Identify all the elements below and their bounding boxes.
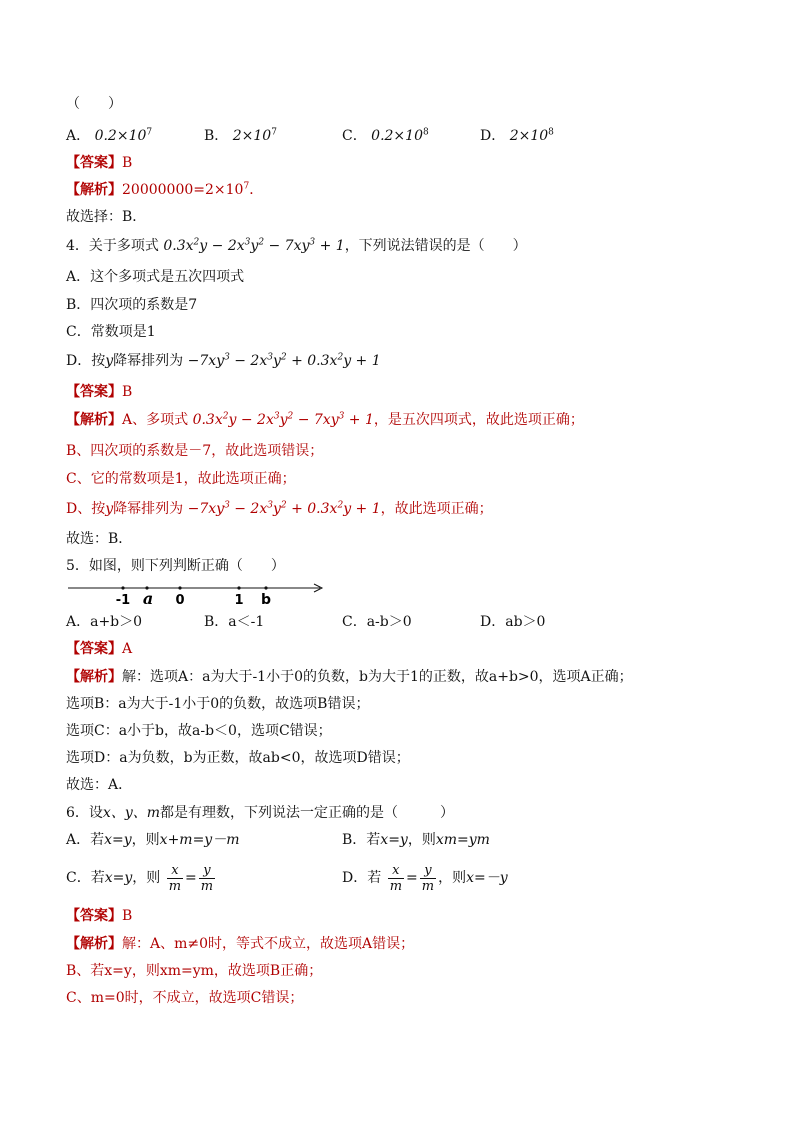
q4-option-d-var: y — [105, 353, 114, 369]
q4-option-b: B．四次项的系数是7 — [66, 297, 198, 313]
q6-option-d-label: D．若 — [342, 870, 382, 886]
q3-paren: （ ） — [66, 96, 122, 112]
q4-an4-prefix: D、按 — [66, 501, 106, 517]
q3-option-a-label: A． — [66, 128, 91, 144]
q3-analysis-end: ． — [249, 182, 264, 198]
q6-option-b — [342, 830, 490, 850]
q3-option-b — [204, 126, 277, 146]
answer-tag: 【答案】 — [66, 384, 122, 400]
q4-stem-suffix: ，下列说法错误的是（ ） — [344, 238, 527, 254]
q3-option-a — [66, 126, 152, 146]
q4-stem — [66, 236, 527, 256]
label-0: 0 — [175, 593, 185, 608]
q5-stem: 5．如图，则下列判断正确（ ） — [66, 558, 285, 574]
fraction-x-over-m: $\frac{x}{m}$ — [389, 862, 403, 894]
q5-option-a: A．a+b＞0 — [66, 614, 143, 630]
q6-option-a-then: ，则 — [131, 832, 160, 848]
q4-an1-suffix: ，是五次四项式，故此选项正确； — [373, 412, 584, 428]
q3-option-b-label: B． — [204, 128, 229, 144]
fraction-x-over-m: $\frac{x}{m}$ — [168, 862, 182, 894]
q5-conclusion: 故选：A． — [66, 777, 133, 793]
q3-option-a-text: 0.2×10 — [94, 128, 147, 144]
q6-option-b-label: B．若 — [342, 832, 381, 848]
tick-point-b — [264, 586, 267, 589]
fraction-y-over-m: $\frac{y}{m}$ — [421, 862, 435, 894]
analysis-tag: 【解析】 — [66, 936, 122, 952]
q3-option-d — [480, 126, 554, 146]
q3-option-b-exp: 7 — [271, 127, 277, 138]
q5-analysis-3: 选项C：a小于b，故a-b＜0，选项C错误； — [66, 723, 332, 739]
answer-tag: 【答案】 — [66, 641, 122, 657]
q4-stem-prefix: 4．关于多项式 — [66, 238, 159, 254]
q4-an4-expr: $-7xy^3 - 2x^3y^2 + 0.3x^2y + 1$ — [187, 500, 381, 517]
q3-option-c-exp: 8 — [422, 127, 429, 138]
q6-analysis-2: B、若x=y，则xm=ym，故选项B正确； — [66, 963, 323, 979]
label-a: a — [142, 589, 154, 608]
q6-analysis-3: C、m=0时，不成立，故选项C错误； — [66, 990, 304, 1006]
q4-analysis-3: C、它的常数项是1，故此选项正确； — [66, 471, 296, 487]
q4-option-d — [66, 351, 381, 371]
q6-an1-text: 解：A、m≠0时，等式不成立，故选项A错误； — [122, 936, 415, 952]
q3-analysis — [66, 180, 263, 200]
analysis-tag: 【解析】 — [66, 669, 122, 685]
q6-option-a-cond: x=y — [104, 832, 132, 848]
answer-tag: 【答案】 — [66, 155, 122, 171]
q6-stem-suffix: 都是有理数，下列说法一定正确的是（ ） — [160, 805, 455, 821]
q3-conclusion: 故选择：B． — [66, 209, 147, 225]
answer-value: B — [122, 155, 133, 171]
q4-an1-prefix: A、多项式 — [122, 412, 189, 428]
q6-answer — [66, 906, 132, 926]
q6-option-c-then: ，则 — [132, 870, 161, 886]
analysis-tag: 【解析】 — [66, 412, 122, 428]
q6-option-a-res: x+m=y－m — [159, 832, 240, 848]
fraction-y-over-m: $\frac{y}{m}$ — [200, 862, 214, 894]
q4-option-d-expr: $-7xy^3 - 2x^3y^2 + 0.3x^2y + 1$ — [187, 352, 381, 369]
answer-value: B — [122, 384, 133, 400]
q3-answer — [66, 153, 132, 173]
label-1: 1 — [234, 593, 244, 608]
number-line-figure — [66, 578, 336, 608]
q4-option-d-prefix: D．按 — [66, 353, 106, 369]
q4-an1-polynomial: $0.3x^2y - 2x^3y^2 - 7xy^3 + 1$ — [192, 411, 374, 428]
q3-option-c-text: 0.2×10 — [371, 128, 423, 144]
q6-stem-prefix: 6．设 — [66, 805, 103, 821]
q4-conclusion: 故选：B． — [66, 531, 133, 547]
q6-option-d: D．若 $\frac{x}{m}$ = $\frac{y}{m}$ ，则x=－y — [342, 862, 508, 894]
q3-analysis-text: 20000000=2×10 — [122, 182, 244, 198]
label-b: b — [260, 592, 272, 608]
q6-option-a — [66, 830, 240, 850]
q5-analysis-4: 选项D：a为负数，b为正数，故ab<0，故选项D错误； — [66, 750, 410, 766]
q5-answer — [66, 639, 132, 659]
q5-analysis-2: 选项B：a为大于-1小于0的负数，故选项B错误； — [66, 696, 370, 712]
answer-tag: 【答案】 — [66, 908, 122, 924]
q3-option-d-exp: 8 — [548, 127, 554, 138]
q4-analysis-4 — [66, 499, 493, 519]
q6-option-d-res: x=－y — [466, 870, 508, 886]
q5-option-b: B．a＜-1 — [204, 614, 265, 630]
q3-option-c — [342, 126, 429, 146]
q3-option-d-text: 2×10 — [509, 128, 549, 144]
q4-option-c: C．常数项是1 — [66, 324, 156, 340]
tick-point-1 — [237, 586, 240, 589]
q4-answer — [66, 382, 132, 402]
q4-polynomial: $0.3x^2y - 2x^3y^2 - 7xy^3 + 1$ — [163, 237, 345, 254]
q3-option-a-exp: 7 — [146, 127, 153, 138]
tick-point-0 — [178, 586, 181, 589]
answer-value: A — [122, 641, 133, 657]
q6-option-c-label: C．若 — [66, 870, 105, 886]
q6-option-a-label: A．若 — [66, 832, 105, 848]
q3-option-c-label: C． — [342, 128, 367, 144]
q5-an1-text: 解：选项A：a为大于-1小于0的负数，b为大于1的正数，故a+b>0，选项A正确； — [122, 669, 633, 685]
label-neg1: -1 — [115, 593, 131, 608]
tick-point-neg1 — [121, 586, 124, 589]
q6-option-b-cond: x=y — [380, 832, 408, 848]
q6-stem-vars: x、y、m — [102, 805, 161, 821]
q4-an4-var: y — [105, 501, 114, 517]
q4-option-d-mid: 降幂排列为 — [113, 353, 184, 369]
q6-option-c: C．若x=y，则 $\frac{x}{m}$ = $\frac{y}{m}$ — [66, 862, 214, 894]
q4-an4-mid: 降幂排列为 — [113, 501, 184, 517]
q4-option-a: A．这个多项式是五次四项式 — [66, 269, 245, 285]
q4-analysis-1 — [66, 410, 584, 430]
answer-value: B — [122, 908, 133, 924]
q6-option-d-then: ，则 — [438, 870, 467, 886]
q6-analysis-1 — [66, 934, 414, 954]
q4-an4-suffix: ，故此选项正确； — [380, 501, 493, 517]
q3-option-b-text: 2×10 — [232, 128, 272, 144]
q5-analysis-1 — [66, 667, 633, 687]
q5-option-d: D．ab＞0 — [480, 614, 546, 630]
q3-option-d-label: D． — [480, 128, 506, 144]
q5-option-c: C．a-b＞0 — [342, 614, 412, 630]
q6-option-c-cond: x=y — [104, 870, 133, 886]
q3-analysis-exp: 7 — [243, 181, 250, 192]
q6-option-b-res: xm=ym — [435, 832, 490, 848]
q6-stem — [66, 803, 454, 823]
q6-option-b-then: ，则 — [407, 832, 436, 848]
q4-analysis-2: B、四次项的系数是－7，故此选项错误； — [66, 443, 324, 459]
analysis-tag: 【解析】 — [66, 182, 122, 198]
